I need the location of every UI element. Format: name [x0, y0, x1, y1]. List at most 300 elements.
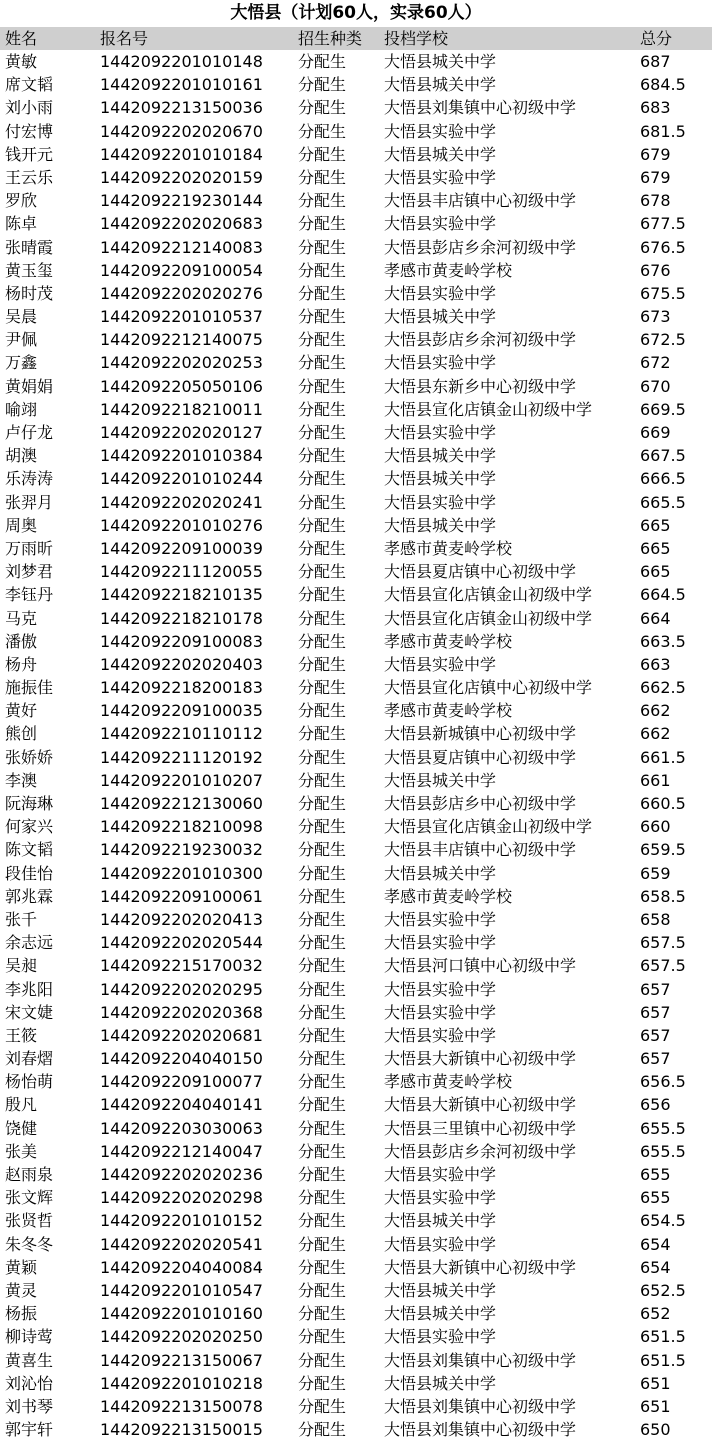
cell-name: 万鑫 [5, 353, 38, 373]
cell-name: 郭兆霖 [5, 886, 54, 906]
cell-school: 大悟县实验中学 [384, 1165, 497, 1184]
table-row [0, 583, 712, 606]
cell-name: 柳诗莺 [5, 1327, 54, 1347]
cell-name: 万雨昕 [5, 538, 54, 558]
cell-enrollment-type: 分配生 [298, 979, 347, 999]
cell-total-score: 657 [640, 1025, 671, 1045]
cell-school: 大悟县彭店乡中心初级中学 [384, 794, 577, 813]
table-row [0, 50, 712, 73]
table-row [0, 722, 712, 745]
table-row [0, 1001, 712, 1024]
cell-total-score: 676 [640, 260, 671, 280]
cell-enrollment-type: 分配生 [298, 307, 347, 327]
cell-registration-number: 1442092212140083 [100, 237, 263, 257]
table-row [0, 954, 712, 977]
cell-total-score: 672 [640, 353, 671, 373]
table-row [0, 769, 712, 792]
cell-enrollment-type: 分配生 [298, 1049, 347, 1069]
cell-name: 刘梦君 [5, 562, 54, 582]
cell-enrollment-type: 分配生 [298, 353, 347, 373]
table-row [0, 189, 712, 212]
cell-enrollment-type: 分配生 [298, 1420, 347, 1440]
cell-enrollment-type: 分配生 [298, 167, 347, 187]
cell-total-score: 654.5 [640, 1211, 686, 1231]
cell-school: 大悟县刘集镇中心初级中学 [384, 98, 577, 118]
cell-school: 大悟县新城镇中心初级中学 [384, 724, 577, 744]
cell-school: 大悟县城关中学 [384, 446, 497, 466]
cell-registration-number: 1442092211120055 [100, 562, 263, 582]
cell-total-score: 655.5 [640, 1118, 686, 1138]
cell-total-score: 662.5 [640, 678, 686, 698]
cell-total-score: 662 [640, 701, 671, 721]
table-row [0, 908, 712, 931]
cell-registration-number: 1442092201010537 [100, 307, 263, 327]
table-row [0, 1256, 712, 1279]
table-row [0, 514, 712, 537]
table-row [0, 607, 712, 630]
table-row [0, 1395, 712, 1418]
cell-total-score: 657.5 [640, 933, 686, 953]
cell-registration-number: 1442092209100077 [100, 1072, 263, 1092]
cell-name: 刘沁怡 [5, 1373, 54, 1393]
cell-enrollment-type: 分配生 [298, 144, 347, 164]
cell-enrollment-type: 分配生 [298, 794, 347, 813]
table-row [0, 537, 712, 560]
cell-enrollment-type: 分配生 [298, 283, 347, 303]
cell-registration-number: 1442092201010276 [100, 515, 263, 535]
cell-total-score: 658 [640, 909, 671, 929]
cell-registration-number: 1442092204040150 [100, 1049, 263, 1069]
cell-enrollment-type: 分配生 [298, 1234, 347, 1254]
cell-enrollment-type: 分配生 [298, 1141, 347, 1161]
cell-name: 杨怡萌 [5, 1072, 54, 1092]
cell-school: 大悟县实验中学 [384, 121, 497, 141]
cell-total-score: 683 [640, 98, 671, 118]
cell-enrollment-type: 分配生 [298, 376, 347, 396]
cell-school: 大悟县城关中学 [384, 52, 497, 71]
cell-total-score: 655 [640, 1165, 671, 1184]
table-row [0, 1024, 712, 1047]
cell-registration-number: 1442092201010300 [100, 863, 263, 883]
cell-name: 宋文婕 [5, 1002, 54, 1022]
cell-total-score: 656 [640, 1095, 671, 1115]
cell-registration-number: 1442092201010218 [100, 1373, 263, 1393]
table-row [0, 328, 712, 351]
table-row [0, 815, 712, 838]
cell-school: 大悟县彭店乡余河初级中学 [384, 330, 577, 350]
table-row [0, 212, 712, 235]
table-row [0, 259, 712, 282]
cell-registration-number: 1442092218210135 [100, 585, 263, 605]
table-row [0, 792, 712, 815]
cell-total-score: 665.5 [640, 492, 686, 512]
cell-total-score: 663 [640, 654, 671, 674]
cell-enrollment-type: 分配生 [298, 863, 347, 883]
cell-total-score: 651.5 [640, 1350, 686, 1370]
cell-name: 余志远 [5, 933, 54, 953]
cell-school: 大悟县宣化店镇中心初级中学 [384, 678, 593, 698]
cell-total-score: 659.5 [640, 840, 686, 860]
cell-name: 殷凡 [5, 1095, 38, 1115]
cell-name: 陈卓 [5, 214, 38, 234]
cell-total-score: 665 [640, 538, 671, 558]
header-registration-number: 报名号 [100, 29, 149, 48]
cell-enrollment-type: 分配生 [298, 423, 347, 442]
cell-registration-number: 1442092202020236 [100, 1165, 263, 1184]
cell-total-score: 665 [640, 562, 671, 582]
cell-school: 大悟县城关中学 [384, 1304, 497, 1324]
cell-total-score: 676.5 [640, 237, 686, 257]
cell-enrollment-type: 分配生 [298, 1304, 347, 1324]
cell-total-score: 681.5 [640, 121, 686, 141]
cell-school: 大悟县实验中学 [384, 1327, 497, 1347]
table-row [0, 676, 712, 699]
cell-total-score: 677.5 [640, 214, 686, 234]
cell-total-score: 669 [640, 423, 671, 442]
cell-school: 大悟县宣化店镇金山初级中学 [384, 399, 593, 419]
cell-total-score: 665 [640, 515, 671, 535]
table-body [0, 50, 712, 1441]
cell-school: 大悟县实验中学 [384, 1025, 497, 1045]
cell-enrollment-type: 分配生 [298, 75, 347, 95]
cell-school: 大悟县实验中学 [384, 1002, 497, 1022]
cell-registration-number: 1442092202020670 [100, 121, 263, 141]
cell-enrollment-type: 分配生 [298, 399, 347, 419]
table-row [0, 1418, 712, 1441]
cell-name: 张羿月 [5, 492, 54, 512]
cell-name: 吴昶 [5, 956, 38, 976]
cell-name: 罗欣 [5, 191, 38, 211]
cell-registration-number: 1442092209100035 [100, 701, 263, 721]
cell-registration-number: 1442092209100061 [100, 886, 263, 906]
cell-school: 孝感市黄麦岭学校 [384, 1072, 513, 1092]
table-row [0, 653, 712, 676]
cell-registration-number: 1442092201010244 [100, 469, 263, 489]
cell-enrollment-type: 分配生 [298, 1025, 347, 1045]
table-row [0, 1279, 712, 1302]
cell-school: 大悟县城关中学 [384, 1211, 497, 1231]
cell-enrollment-type: 分配生 [298, 1396, 347, 1416]
cell-enrollment-type: 分配生 [298, 840, 347, 860]
header-school: 投档学校 [384, 29, 449, 48]
cell-registration-number: 1442092201010184 [100, 144, 263, 164]
table-row [0, 305, 712, 328]
cell-registration-number: 1442092201010384 [100, 446, 263, 466]
cell-enrollment-type: 分配生 [298, 770, 347, 790]
table-row [0, 444, 712, 467]
cell-name: 胡澳 [5, 446, 38, 466]
cell-total-score: 659 [640, 863, 671, 883]
cell-total-score: 652.5 [640, 1280, 686, 1300]
cell-school: 大悟县城关中学 [384, 307, 497, 327]
cell-registration-number: 1442092204040084 [100, 1257, 263, 1277]
cell-enrollment-type: 分配生 [298, 1257, 347, 1277]
cell-school: 大悟县实验中学 [384, 933, 497, 953]
cell-total-score: 669.5 [640, 399, 686, 419]
cell-name: 黄玉玺 [5, 260, 54, 280]
cell-registration-number: 1442092202020127 [100, 423, 263, 442]
cell-total-score: 656.5 [640, 1072, 686, 1092]
table-row [0, 1186, 712, 1209]
cell-school: 大悟县夏店镇中心初级中学 [384, 562, 577, 582]
cell-enrollment-type: 分配生 [298, 237, 347, 257]
cell-enrollment-type: 分配生 [298, 701, 347, 721]
cell-enrollment-type: 分配生 [298, 214, 347, 234]
cell-enrollment-type: 分配生 [298, 330, 347, 350]
cell-enrollment-type: 分配生 [298, 1350, 347, 1370]
table-row [0, 1070, 712, 1093]
cell-enrollment-type: 分配生 [298, 909, 347, 929]
cell-registration-number: 1442092202020241 [100, 492, 263, 512]
cell-total-score: 662 [640, 724, 671, 744]
header-total-score: 总分 [640, 29, 673, 48]
cell-registration-number: 1442092213150067 [100, 1350, 263, 1370]
cell-school: 大悟县城关中学 [384, 1373, 497, 1393]
cell-enrollment-type: 分配生 [298, 1095, 347, 1115]
table-row [0, 375, 712, 398]
cell-school: 大悟县刘集镇中心初级中学 [384, 1420, 577, 1440]
cell-school: 大悟县彭店乡余河初级中学 [384, 237, 577, 257]
cell-enrollment-type: 分配生 [298, 678, 347, 698]
cell-enrollment-type: 分配生 [298, 585, 347, 605]
cell-school: 大悟县实验中学 [384, 283, 497, 303]
cell-name: 席文韬 [5, 75, 54, 95]
table-row [0, 1325, 712, 1348]
cell-name: 李钰丹 [5, 585, 54, 605]
cell-enrollment-type: 分配生 [298, 886, 347, 906]
cell-registration-number: 1442092210110112 [100, 724, 263, 744]
cell-name: 段佳怡 [5, 863, 54, 883]
cell-enrollment-type: 分配生 [298, 260, 347, 280]
cell-school: 孝感市黄麦岭学校 [384, 631, 513, 651]
cell-name: 张文辉 [5, 1188, 54, 1208]
cell-name: 张贤哲 [5, 1211, 54, 1231]
header-enrollment-type: 招生种类 [298, 29, 363, 48]
cell-name: 马克 [5, 608, 38, 628]
cell-name: 何家兴 [5, 817, 54, 837]
cell-enrollment-type: 分配生 [298, 631, 347, 651]
cell-total-score: 654 [640, 1257, 671, 1277]
cell-total-score: 661 [640, 770, 671, 790]
table-row [0, 1233, 712, 1256]
cell-total-score: 679 [640, 167, 671, 187]
cell-enrollment-type: 分配生 [298, 446, 347, 466]
cell-school: 大悟县实验中学 [384, 979, 497, 999]
cell-total-score: 651.5 [640, 1327, 686, 1347]
cell-total-score: 657 [640, 1049, 671, 1069]
cell-registration-number: 1442092201010547 [100, 1280, 263, 1300]
table-row [0, 351, 712, 374]
cell-registration-number: 1442092218210011 [100, 399, 263, 419]
cell-name: 钱开元 [5, 144, 54, 164]
cell-registration-number: 1442092218210178 [100, 608, 263, 628]
cell-enrollment-type: 分配生 [298, 1188, 347, 1208]
cell-school: 大悟县实验中学 [384, 1234, 497, 1254]
cell-total-score: 664 [640, 608, 671, 628]
cell-enrollment-type: 分配生 [298, 1002, 347, 1022]
cell-name: 王筱 [5, 1025, 38, 1045]
cell-school: 孝感市黄麦岭学校 [384, 260, 513, 280]
cell-total-score: 672.5 [640, 330, 686, 350]
cell-name: 乐涛涛 [5, 469, 54, 489]
cell-school: 大悟县河口镇中心初级中学 [384, 956, 577, 976]
cell-name: 尹佩 [5, 330, 38, 350]
table-row [0, 838, 712, 861]
cell-school: 大悟县实验中学 [384, 353, 497, 373]
cell-total-score: 661.5 [640, 747, 686, 767]
cell-total-score: 657.5 [640, 956, 686, 976]
cell-enrollment-type: 分配生 [298, 817, 347, 837]
table-row [0, 421, 712, 444]
cell-registration-number: 1442092202020683 [100, 214, 263, 234]
cell-name: 潘傲 [5, 631, 38, 651]
cell-registration-number: 1442092213150036 [100, 98, 263, 118]
cell-enrollment-type: 分配生 [298, 608, 347, 628]
cell-total-score: 663.5 [640, 631, 686, 651]
table-row [0, 1140, 712, 1163]
cell-registration-number: 1442092211120192 [100, 747, 263, 767]
cell-enrollment-type: 分配生 [298, 121, 347, 141]
cell-enrollment-type: 分配生 [298, 1118, 347, 1138]
cell-registration-number: 1442092219230032 [100, 840, 263, 860]
table-row [0, 1117, 712, 1140]
cell-registration-number: 1442092203030063 [100, 1118, 263, 1138]
cell-name: 刘书琴 [5, 1396, 54, 1416]
cell-registration-number: 1442092202020250 [100, 1327, 263, 1347]
cell-name: 张千 [5, 909, 38, 929]
cell-total-score: 655.5 [640, 1141, 686, 1161]
cell-registration-number: 1442092202020295 [100, 979, 263, 999]
table-row [0, 885, 712, 908]
cell-name: 喻翊 [5, 399, 38, 419]
cell-school: 大悟县城关中学 [384, 75, 497, 95]
cell-name: 朱冬冬 [5, 1234, 54, 1254]
table-row [0, 491, 712, 514]
cell-total-score: 651 [640, 1396, 671, 1416]
cell-registration-number: 1442092202020276 [100, 283, 263, 303]
cell-school: 大悟县刘集镇中心初级中学 [384, 1350, 577, 1370]
cell-school: 孝感市黄麦岭学校 [384, 538, 513, 558]
cell-school: 大悟县城关中学 [384, 1280, 497, 1300]
cell-enrollment-type: 分配生 [298, 1211, 347, 1231]
cell-name: 熊创 [5, 724, 38, 744]
cell-registration-number: 1442092201010152 [100, 1211, 263, 1231]
cell-school: 大悟县实验中学 [384, 1188, 497, 1208]
cell-enrollment-type: 分配生 [298, 1072, 347, 1092]
table-row [0, 166, 712, 189]
cell-registration-number: 1442092212130060 [100, 794, 263, 813]
cell-school: 大悟县大新镇中心初级中学 [384, 1095, 577, 1115]
cell-name: 杨振 [5, 1304, 38, 1324]
cell-total-score: 666.5 [640, 469, 686, 489]
cell-registration-number: 1442092202020368 [100, 1002, 263, 1022]
cell-school: 大悟县彭店乡余河初级中学 [384, 1141, 577, 1161]
table-row [0, 1349, 712, 1372]
cell-name: 黄娟娟 [5, 376, 54, 396]
cell-school: 大悟县刘集镇中心初级中学 [384, 1396, 577, 1416]
cell-school: 大悟县宣化店镇金山初级中学 [384, 585, 593, 605]
cell-name: 杨时茂 [5, 283, 54, 303]
cell-total-score: 687 [640, 52, 671, 71]
cell-enrollment-type: 分配生 [298, 747, 347, 767]
cell-enrollment-type: 分配生 [298, 562, 347, 582]
cell-total-score: 658.5 [640, 886, 686, 906]
cell-registration-number: 1442092205050106 [100, 376, 263, 396]
cell-name: 刘小雨 [5, 98, 54, 118]
cell-total-score: 673 [640, 307, 671, 327]
cell-total-score: 655 [640, 1188, 671, 1208]
cell-name: 卢仔龙 [5, 423, 54, 442]
cell-registration-number: 1442092218200183 [100, 678, 263, 698]
cell-total-score: 650 [640, 1420, 671, 1440]
table-row [0, 1302, 712, 1325]
cell-school: 大悟县东新乡中心初级中学 [384, 376, 577, 396]
cell-name: 吴晨 [5, 307, 38, 327]
cell-school: 大悟县实验中学 [384, 654, 497, 674]
cell-name: 李兆阳 [5, 979, 54, 999]
cell-registration-number: 1442092201010160 [100, 1304, 263, 1324]
cell-school: 大悟县宣化店镇金山初级中学 [384, 817, 593, 837]
table-row [0, 1163, 712, 1186]
page-title: 大悟县（计划60人，实录60人） [230, 3, 482, 23]
cell-enrollment-type: 分配生 [298, 98, 347, 118]
cell-name: 阮海琳 [5, 794, 54, 813]
cell-school: 大悟县实验中学 [384, 492, 497, 512]
table-row [0, 862, 712, 885]
cell-registration-number: 1442092212140047 [100, 1141, 263, 1161]
cell-total-score: 660 [640, 817, 671, 837]
table-row [0, 143, 712, 166]
cell-enrollment-type: 分配生 [298, 1280, 347, 1300]
cell-enrollment-type: 分配生 [298, 1165, 347, 1184]
cell-registration-number: 1442092201010148 [100, 52, 263, 71]
table-row [0, 73, 712, 96]
cell-enrollment-type: 分配生 [298, 469, 347, 489]
cell-total-score: 651 [640, 1373, 671, 1393]
cell-school: 大悟县城关中学 [384, 144, 497, 164]
cell-registration-number: 1442092218210098 [100, 817, 263, 837]
cell-name: 黄好 [5, 701, 38, 721]
table-row [0, 236, 712, 259]
cell-registration-number: 1442092201010161 [100, 75, 263, 95]
cell-enrollment-type: 分配生 [298, 1373, 347, 1393]
cell-total-score: 675.5 [640, 283, 686, 303]
cell-school: 大悟县大新镇中心初级中学 [384, 1049, 577, 1069]
table-row [0, 1093, 712, 1116]
cell-registration-number: 1442092202020159 [100, 167, 263, 187]
cell-registration-number: 1442092209100083 [100, 631, 263, 651]
cell-total-score: 660.5 [640, 794, 686, 813]
cell-school: 大悟县实验中学 [384, 909, 497, 929]
cell-registration-number: 1442092202020541 [100, 1234, 263, 1254]
table-row [0, 1372, 712, 1395]
cell-school: 大悟县丰店镇中心初级中学 [384, 840, 577, 860]
table-row [0, 699, 712, 722]
cell-school: 大悟县实验中学 [384, 167, 497, 187]
cell-enrollment-type: 分配生 [298, 956, 347, 976]
cell-name: 赵雨泉 [5, 1165, 54, 1184]
cell-name: 施振佳 [5, 678, 54, 698]
cell-school: 大悟县丰店镇中心初级中学 [384, 191, 577, 211]
cell-school: 大悟县城关中学 [384, 863, 497, 883]
cell-school: 大悟县城关中学 [384, 515, 497, 535]
cell-total-score: 657 [640, 1002, 671, 1022]
cell-registration-number: 1442092202020298 [100, 1188, 263, 1208]
cell-total-score: 664.5 [640, 585, 686, 605]
cell-registration-number: 1442092202020403 [100, 654, 263, 674]
cell-total-score: 657 [640, 979, 671, 999]
cell-registration-number: 1442092202020681 [100, 1025, 263, 1045]
